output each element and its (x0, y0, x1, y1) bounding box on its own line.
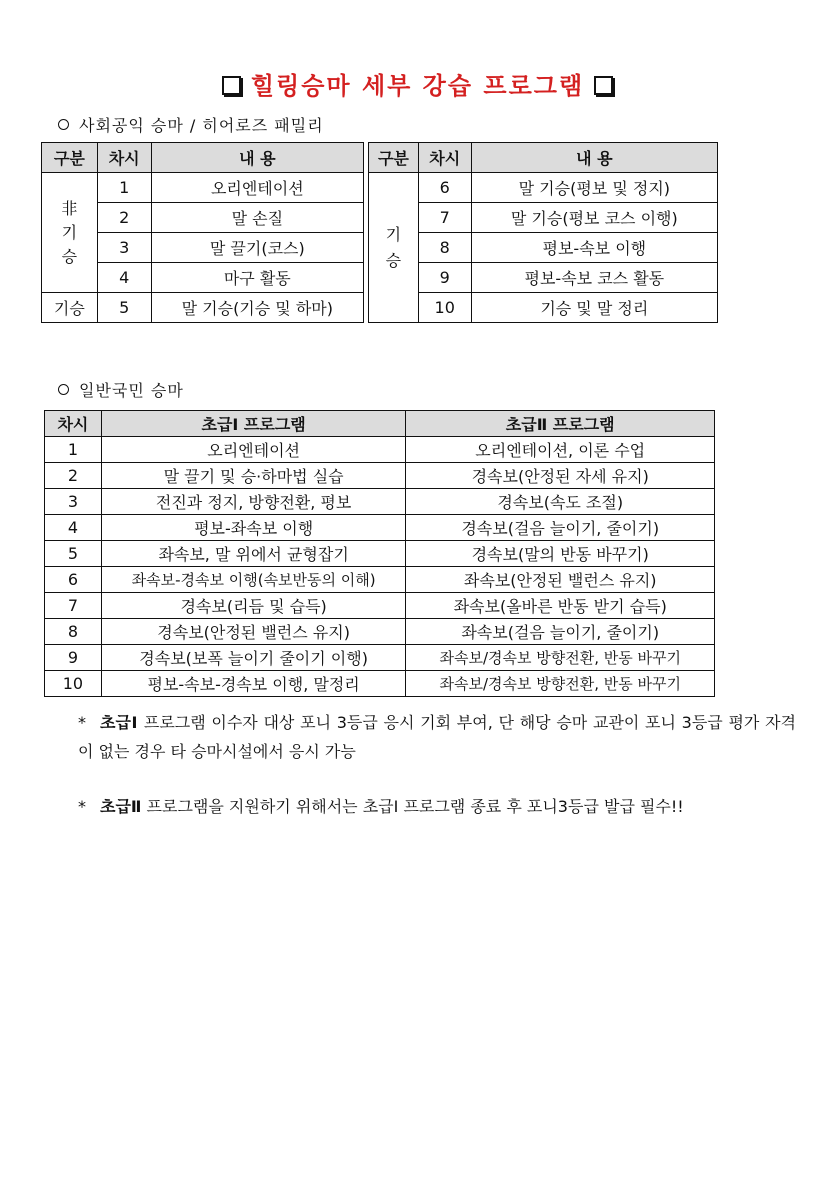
beginner1-content: 전진과 정지, 방향전환, 평보 (101, 489, 406, 515)
session-number: 6 (418, 173, 471, 203)
beginner1-content: 말 끌기 및 승·하마법 실습 (101, 463, 406, 489)
beginner1-content: 오리엔테이션 (101, 437, 406, 463)
session-number: 7 (418, 203, 471, 233)
checkbox-square-icon (222, 76, 241, 95)
beginner1-content: 좌속보, 말 위에서 균형잡기 (101, 541, 406, 567)
section1-heading-text: 사회공익 승마 / 히어로즈 패밀리 (79, 116, 324, 135)
session-number: 4 (97, 263, 151, 293)
session-number: 7 (45, 593, 102, 619)
beginner2-content: 경속보(속도 조절) (406, 489, 715, 515)
beginner2-content: 좌속보/경속보 방향전환, 반동 바꾸기 (406, 645, 715, 671)
session-table-general (44, 410, 715, 697)
session-number: 2 (97, 203, 151, 233)
note-star: * (78, 797, 86, 816)
table-header-row (45, 411, 715, 437)
session-content: 말 기승(기승 및 하마) (151, 293, 363, 323)
session-content: 말 기승(평보 코스 이행) (471, 203, 717, 233)
beginner2-content: 좌속보/경속보 방향전환, 반동 바꾸기 (406, 671, 715, 697)
beginner2-content: 경속보(안정된 자세 유지) (406, 463, 715, 489)
table-row (45, 463, 715, 489)
beginner2-content: 오리엔테이션, 이론 수업 (406, 437, 715, 463)
table-row (45, 515, 715, 541)
table-row (45, 489, 715, 515)
table-row (45, 541, 715, 567)
session-number: 10 (418, 293, 471, 323)
session-content: 평보-속보 코스 활동 (471, 263, 717, 293)
circle-bullet-icon (58, 384, 69, 395)
session-content: 마구 활동 (151, 263, 363, 293)
header-session: 차시 (97, 143, 151, 173)
header-content: 내 용 (151, 143, 363, 173)
header-content: 내 용 (471, 143, 717, 173)
session-content: 말 끌기(코스) (151, 233, 363, 263)
session-number: 10 (45, 671, 102, 697)
table-row (45, 593, 715, 619)
header-session: 차시 (418, 143, 471, 173)
beginner1-content: 경속보(리듬 및 습득) (101, 593, 406, 619)
session-number: 5 (45, 541, 102, 567)
table-row (42, 173, 718, 203)
table-row (45, 671, 715, 697)
session-number: 3 (45, 489, 102, 515)
session-content: 말 기승(평보 및 정지) (471, 173, 717, 203)
notes (78, 708, 796, 847)
header-session: 차시 (45, 411, 102, 437)
session-content: 오리엔테이션 (151, 173, 363, 203)
header-beginner2: 초급Ⅱ 프로그램 (406, 411, 715, 437)
note-bold-label: 초급Ⅰ (100, 713, 139, 732)
note-item (78, 708, 796, 766)
table-row (45, 437, 715, 463)
beginner1-content: 평보-속보-경속보 이행, 말정리 (101, 671, 406, 697)
table-row (45, 567, 715, 593)
checkbox-square-icon (594, 76, 613, 95)
note-star: * (78, 713, 86, 732)
table-header-row (42, 143, 718, 173)
session-number: 3 (97, 233, 151, 263)
beginner2-content: 좌속보(걸음 늘이기, 줄이기) (406, 619, 715, 645)
beginner2-content: 좌속보(안정된 밸런스 유지) (406, 567, 715, 593)
section2-heading (58, 378, 184, 401)
session-content: 평보-속보 이행 (471, 233, 717, 263)
group-label-riding: 기 승 (369, 173, 419, 323)
beginner2-content: 경속보(걸음 늘이기, 줄이기) (406, 515, 715, 541)
beginner1-content: 경속보(보폭 늘이기 줄이기 이행) (101, 645, 406, 671)
session-number: 2 (45, 463, 102, 489)
note-text: 프로그램 이수자 대상 포니 3등급 응시 기회 부여, 단 해당 승마 교관이 포니 3등급 평가 자격이 없는 경우 타 승마시설에서 응시 가능 (78, 713, 797, 761)
table-row (45, 619, 715, 645)
note-bold-label: 초급Ⅱ (100, 797, 142, 816)
group-label-non-riding: 非 기 승 (42, 173, 98, 293)
beginner1-content: 평보-좌속보 이행 (101, 515, 406, 541)
title-text: 힐링승마 세부 강습 프로그램 (250, 71, 585, 100)
note-text: 프로그램을 지원하기 위해서는 초급Ⅰ 프로그램 종료 후 포니3등급 발급 필수!! (141, 797, 684, 816)
header-category: 구분 (369, 143, 419, 173)
table-row (45, 645, 715, 671)
beginner2-content: 경속보(말의 반동 바꾸기) (406, 541, 715, 567)
session-number: 8 (45, 619, 102, 645)
group-label-riding-short: 기승 (42, 293, 98, 323)
section2-heading-text: 일반국민 승마 (79, 381, 184, 400)
session-number: 6 (45, 567, 102, 593)
circle-bullet-icon (58, 119, 69, 130)
session-number: 5 (97, 293, 151, 323)
beginner1-content: 경속보(안정된 밸런스 유지) (101, 619, 406, 645)
header-beginner1: 초급Ⅰ 프로그램 (101, 411, 406, 437)
note-item (78, 792, 796, 821)
session-number: 8 (418, 233, 471, 263)
page-title (0, 66, 835, 101)
session-table-social (41, 142, 718, 323)
session-content: 기승 및 말 정리 (471, 293, 717, 323)
session-number: 9 (418, 263, 471, 293)
beginner2-content: 좌속보(올바른 반동 받기 습득) (406, 593, 715, 619)
header-category: 구분 (42, 143, 98, 173)
session-content: 말 손질 (151, 203, 363, 233)
session-number: 9 (45, 645, 102, 671)
session-number: 1 (97, 173, 151, 203)
beginner1-content: 좌속보-경속보 이행(속보반동의 이해) (101, 567, 406, 593)
session-number: 4 (45, 515, 102, 541)
section1-heading (58, 113, 324, 136)
session-number: 1 (45, 437, 102, 463)
